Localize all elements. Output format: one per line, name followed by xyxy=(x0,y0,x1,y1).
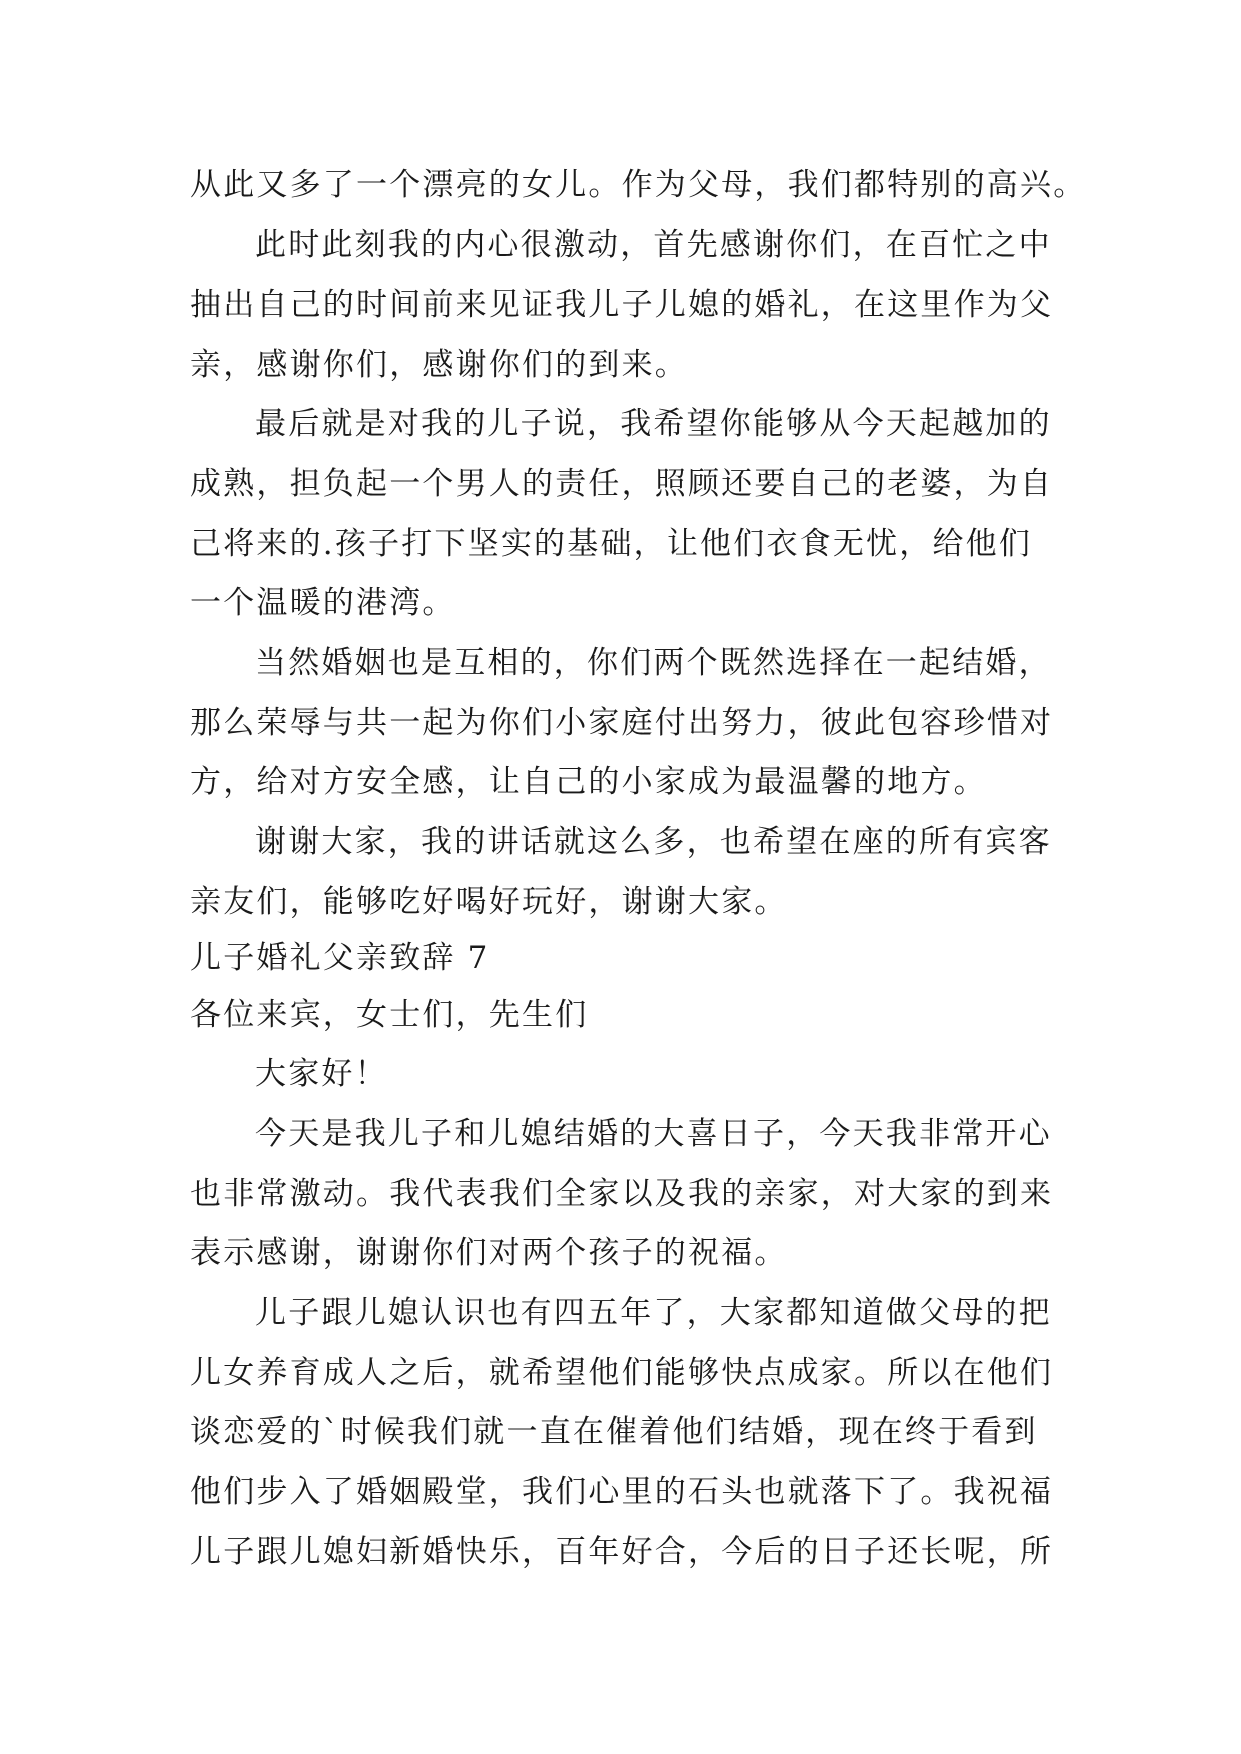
paragraph-line: 谢谢大家，我的讲话就这么多，也希望在座的所有宾客 xyxy=(255,824,1052,860)
paragraph-line: 儿子跟儿媳认识也有四五年了，大家都知道做父母的把 xyxy=(255,1295,1052,1331)
paragraph-line: 从此又多了一个漂亮的女儿。作为父母，我们都特别的高兴。 xyxy=(190,167,1087,203)
paragraph-line: 儿女养育成人之后，就希望他们能够快点成家。所以在他们 xyxy=(190,1355,1054,1391)
salutation-line: 各位来宾，女士们，先生们 xyxy=(190,997,589,1033)
paragraph-line: 谈恋爱的`时候我们就一直在催着他们结婚，现在终于看到 xyxy=(190,1414,1038,1450)
paragraph-line: 最后就是对我的儿子说，我希望你能够从今天起越加的 xyxy=(255,406,1052,442)
paragraph-line: 己将来的.孩子打下坚实的基础，让他们衣食无忧，给他们 xyxy=(190,526,1033,562)
paragraph-line: 抽出自己的时间前来见证我儿子儿媳的婚礼，在这里作为父 xyxy=(190,287,1054,323)
paragraph-line: 成熟，担负起一个男人的责任，照顾还要自己的老婆，为自 xyxy=(190,466,1054,502)
paragraph-line: 亲，感谢你们，感谢你们的到来。 xyxy=(190,347,688,383)
paragraph-line: 当然婚姻也是互相的，你们两个既然选择在一起结婚， xyxy=(255,645,1052,681)
paragraph-line: 儿子跟儿媳妇新婚快乐，百年好合，今后的日子还长呢，所 xyxy=(190,1534,1054,1570)
greeting-line: 大家好！ xyxy=(255,1056,388,1092)
paragraph-line: 那么荣辱与共一起为你们小家庭付出努力，彼此包容珍惜对 xyxy=(190,705,1054,741)
paragraph-line: 方，给对方安全感，让自己的小家成为最温馨的地方。 xyxy=(190,764,987,800)
paragraph-line: 一个温暖的港湾。 xyxy=(190,585,456,621)
paragraph-line: 此时此刻我的内心很激动，首先感谢你们，在百忙之中 xyxy=(255,227,1052,263)
paragraph-line: 亲友们，能够吃好喝好玩好，谢谢大家。 xyxy=(190,884,788,920)
paragraph-line: 也非常激动。我代表我们全家以及我的亲家，对大家的到来 xyxy=(190,1176,1054,1212)
paragraph-line: 今天是我儿子和儿媳结婚的大喜日子，今天我非常开心 xyxy=(255,1116,1052,1152)
section-heading: 儿子婚礼父亲致辞 7 xyxy=(190,940,490,976)
paragraph-line: 表示感谢，谢谢你们对两个孩子的祝福。 xyxy=(190,1235,788,1271)
paragraph-line: 他们步入了婚姻殿堂，我们心里的石头也就落下了。我祝福 xyxy=(190,1474,1054,1510)
